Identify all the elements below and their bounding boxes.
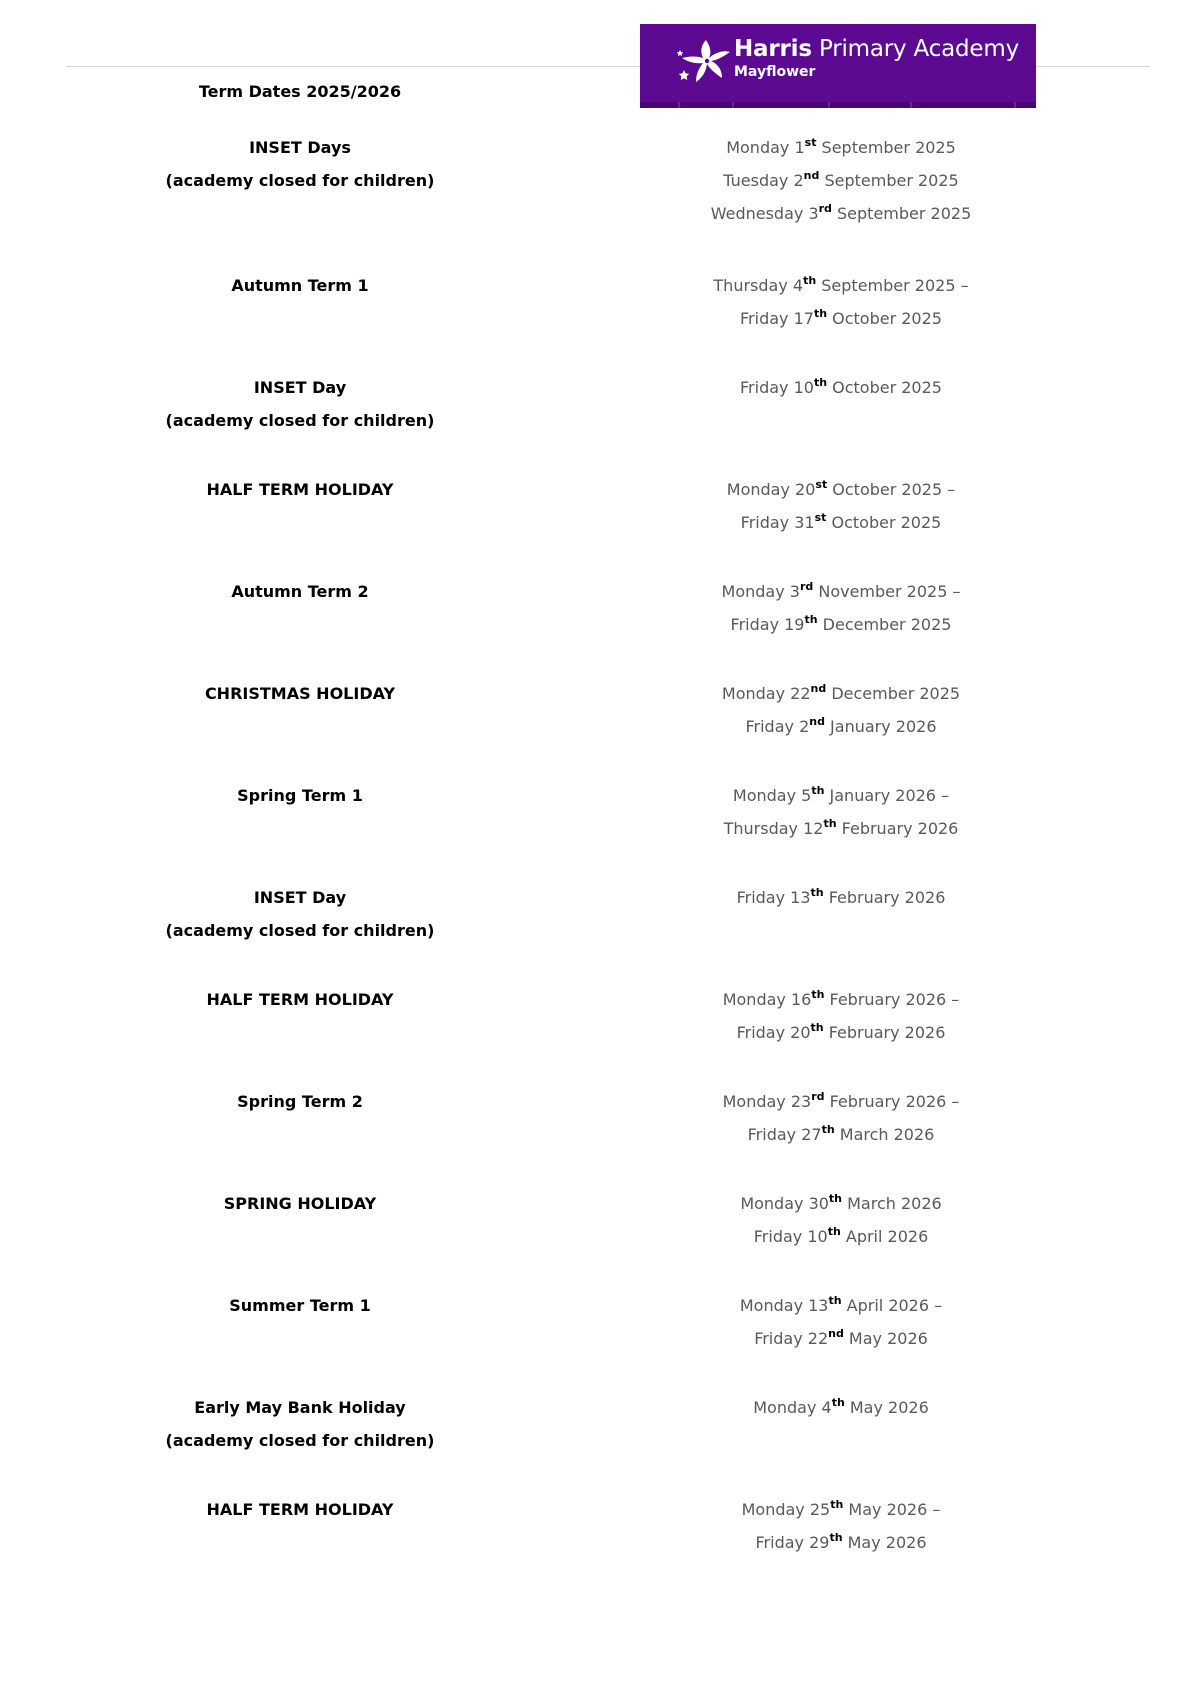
term-dates [650, 580, 1032, 646]
date-text-rest: September 2025 [816, 138, 956, 157]
term-label [150, 682, 450, 715]
ordinal-suffix: rd [818, 201, 832, 215]
ordinal-suffix: th [827, 1224, 841, 1238]
date-line [650, 1021, 1032, 1054]
term-label-line: Summer Term 1 [229, 1296, 371, 1315]
ordinal-suffix: th [830, 1497, 844, 1511]
term-label [150, 1294, 450, 1327]
ordinal-suffix: th [811, 783, 825, 797]
date-line [650, 376, 1032, 409]
ordinal-suffix: th [823, 816, 837, 830]
term-label-line: (academy closed for children) [165, 411, 435, 430]
date-text: Friday 22 [754, 1329, 829, 1348]
date-text: Friday 27 [747, 1125, 822, 1144]
ordinal-suffix: rd [799, 579, 814, 593]
document-title: Term Dates 2025/2026 [198, 82, 402, 101]
academy-logo-banner [640, 24, 1036, 108]
term-label-line: INSET Day [253, 888, 347, 907]
date-text-rest: October 2025 – [827, 480, 956, 499]
ordinal-suffix: th [821, 1122, 835, 1136]
date-text: Friday 19 [730, 615, 805, 634]
date-line [650, 1090, 1032, 1123]
date-text: Monday 4 [753, 1398, 832, 1417]
date-line [650, 511, 1032, 544]
date-line [650, 1327, 1032, 1360]
term-label-line: (academy closed for children) [165, 921, 435, 940]
date-text-rest: May 2026 – [843, 1500, 941, 1519]
ordinal-suffix: th [804, 612, 818, 626]
date-text: Thursday 4 [713, 276, 804, 295]
date-text: Friday 29 [755, 1533, 830, 1552]
date-line [650, 169, 1032, 202]
date-text-rest: May 2026 [842, 1533, 927, 1552]
ordinal-suffix: th [813, 375, 828, 389]
date-line [650, 1396, 1032, 1429]
date-text: Monday 5 [732, 786, 812, 805]
date-line [650, 886, 1032, 919]
date-text-rest: May 2026 [844, 1398, 929, 1417]
term-label-line: Spring Term 1 [237, 786, 363, 805]
ordinal-suffix: th [803, 273, 817, 287]
term-label-line: INSET Day [253, 378, 347, 397]
term-dates [650, 274, 1032, 340]
date-text-rest: March 2026 [834, 1125, 935, 1144]
term-dates [650, 1396, 1032, 1429]
date-text-rest: October 2025 [827, 378, 942, 397]
ordinal-suffix: nd [809, 714, 825, 728]
date-line [650, 1531, 1032, 1564]
term-label [150, 886, 450, 952]
date-text-rest: February 2026 [823, 1023, 946, 1042]
ordinal-suffix: th [828, 1293, 842, 1307]
term-dates [650, 1192, 1032, 1258]
term-dates [650, 376, 1032, 409]
banner-stripe [640, 102, 1036, 108]
term-label [150, 136, 450, 202]
ordinal-suffix: th [831, 1395, 845, 1409]
date-text-rest: December 2025 [826, 684, 961, 703]
term-label-line: Autumn Term 1 [231, 276, 369, 295]
date-line [650, 274, 1032, 307]
date-text: Monday 30 [740, 1194, 829, 1213]
term-label-line: CHRISTMAS HOLIDAY [204, 684, 396, 703]
date-line [650, 784, 1032, 817]
date-line [650, 478, 1032, 511]
term-label [150, 1498, 450, 1531]
date-text-rest: February 2026 – [824, 1092, 960, 1111]
term-label [150, 988, 450, 1021]
date-text-rest: March 2026 [842, 1194, 942, 1213]
term-dates [650, 886, 1032, 919]
date-line [650, 817, 1032, 850]
date-text: Monday 22 [721, 684, 811, 703]
date-text: Friday 31 [740, 513, 815, 532]
star-flower-logo-icon [676, 36, 732, 88]
date-line [650, 202, 1032, 235]
term-label [150, 784, 450, 817]
ordinal-suffix: th [810, 1020, 824, 1034]
date-text: Monday 23 [722, 1092, 812, 1111]
date-line [650, 1498, 1032, 1531]
term-label [150, 1192, 450, 1225]
date-text: Friday 10 [753, 1227, 828, 1246]
date-line [650, 580, 1032, 613]
ordinal-suffix: rd [811, 1089, 825, 1103]
date-text: Monday 1 [726, 138, 805, 157]
ordinal-suffix: st [814, 510, 827, 524]
academy-subname: Mayflower [734, 64, 816, 80]
date-text-rest: November 2025 – [813, 582, 961, 601]
term-dates [650, 988, 1032, 1054]
ordinal-suffix: th [828, 1191, 843, 1205]
date-text-rest: September 2025 [819, 171, 959, 190]
term-dates [650, 1294, 1032, 1360]
date-line [650, 682, 1032, 715]
term-label [150, 580, 450, 613]
term-dates [650, 1090, 1032, 1156]
date-text: Monday 20 [726, 480, 816, 499]
date-text-rest: September 2025 [831, 204, 972, 223]
ordinal-suffix: st [815, 477, 828, 491]
term-dates [650, 682, 1032, 748]
date-text-rest: February 2026 – [824, 990, 960, 1009]
term-label-line: HALF TERM HOLIDAY [206, 1500, 394, 1519]
term-label-line: (academy closed for children) [165, 1431, 435, 1450]
date-line [650, 1192, 1032, 1225]
term-label-line: Autumn Term 2 [231, 582, 369, 601]
date-text-rest: October 2025 [827, 309, 942, 328]
date-text: Monday 16 [722, 990, 812, 1009]
ordinal-suffix: th [813, 306, 828, 320]
ordinal-suffix: nd [810, 681, 827, 695]
term-label [150, 376, 450, 442]
date-line [650, 1294, 1032, 1327]
date-text-rest: April 2026 [840, 1227, 929, 1246]
date-text-rest: January 2026 [824, 717, 937, 736]
date-text: Friday 13 [736, 888, 811, 907]
date-text-rest: May 2026 [843, 1329, 928, 1348]
ordinal-suffix: nd [803, 168, 820, 182]
date-line [650, 613, 1032, 646]
date-line [650, 307, 1032, 340]
term-label-line: INSET Days [249, 138, 351, 157]
term-label [150, 478, 450, 511]
date-text: Friday 17 [740, 309, 814, 328]
date-text: Monday 3 [721, 582, 800, 601]
term-label-line: HALF TERM HOLIDAY [206, 990, 394, 1009]
date-text: Friday 20 [736, 1023, 811, 1042]
date-text: Monday 25 [741, 1500, 831, 1519]
date-text: Wednesday 3 [710, 204, 819, 223]
ordinal-suffix: nd [828, 1326, 844, 1340]
term-dates [650, 1498, 1032, 1564]
date-text: Monday 13 [739, 1296, 829, 1315]
date-text-rest: February 2026 [823, 888, 946, 907]
date-text-rest: February 2026 [836, 819, 959, 838]
term-label-line: (academy closed for children) [165, 171, 435, 190]
date-line [650, 715, 1032, 748]
term-label-line: HALF TERM HOLIDAY [206, 480, 394, 499]
academy-name: Harris Primary Academy [734, 36, 1019, 62]
date-text: Tuesday 2 [723, 171, 804, 190]
date-line [650, 1123, 1032, 1156]
date-line [650, 136, 1032, 169]
term-label-line: Early May Bank Holiday [194, 1398, 406, 1417]
date-text-rest: September 2025 – [816, 276, 969, 295]
date-text-rest: December 2025 [817, 615, 952, 634]
term-label-line: SPRING HOLIDAY [223, 1194, 377, 1213]
date-text: Friday 10 [740, 378, 814, 397]
date-text: Thursday 12 [723, 819, 824, 838]
ordinal-suffix: st [804, 135, 817, 149]
term-label [150, 274, 450, 307]
date-line [650, 1225, 1032, 1258]
ordinal-suffix: th [811, 987, 825, 1001]
date-text: Friday 2 [745, 717, 810, 736]
date-line [650, 988, 1032, 1021]
term-label [150, 1090, 450, 1123]
date-text-rest: January 2026 – [824, 786, 950, 805]
ordinal-suffix: th [829, 1530, 843, 1544]
ordinal-suffix: th [810, 885, 824, 899]
term-label-line: Spring Term 2 [237, 1092, 363, 1111]
term-label [150, 1396, 450, 1462]
date-text-rest: October 2025 [826, 513, 942, 532]
term-dates [650, 478, 1032, 544]
term-dates [650, 136, 1032, 235]
term-dates [650, 784, 1032, 850]
date-text-rest: April 2026 – [841, 1296, 943, 1315]
